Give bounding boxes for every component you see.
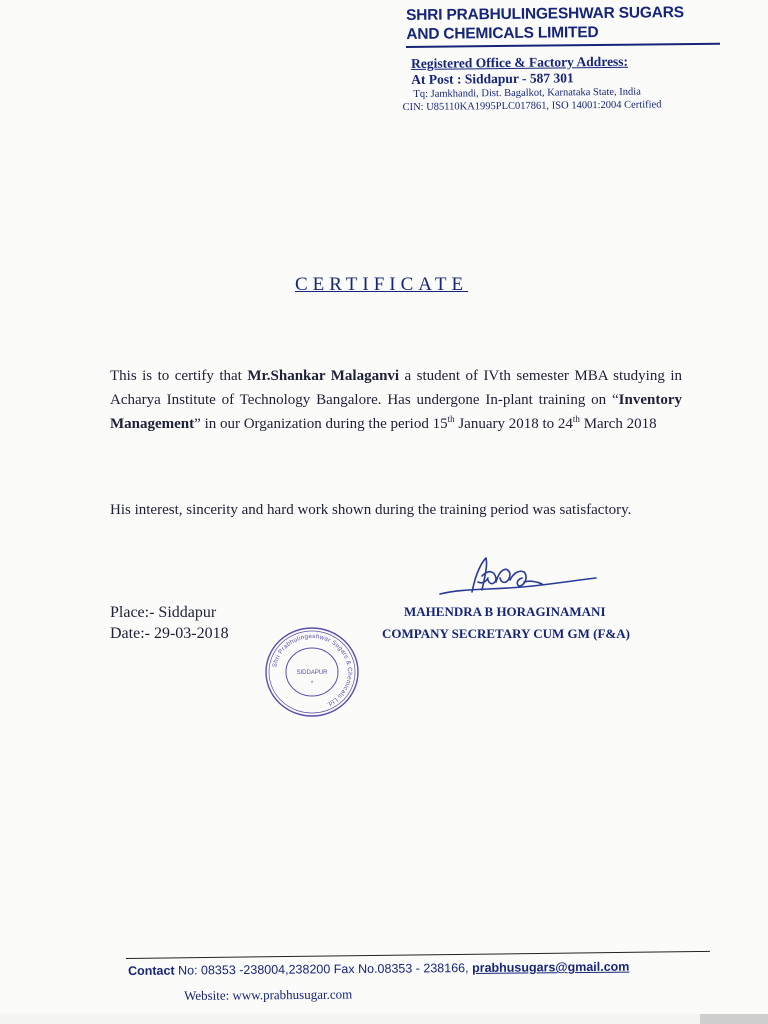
svg-text:Shri Prabhulingeshwar Sugars &: Shri Prabhulingeshwar Sugars & Chemicals Ltd. xyxy=(271,632,354,708)
contact-numbers: No: 08353 -238004,238200 Fax No.08353 - 238166, xyxy=(174,960,473,978)
company-seal-stamp xyxy=(262,625,362,719)
place-line: Place:- Siddapur xyxy=(110,604,217,621)
company-name-line1: SHRI PRABHULINGESHWAR SUGARS xyxy=(406,4,684,24)
company-name xyxy=(406,3,684,44)
footer-divider xyxy=(126,951,710,959)
footer-contact xyxy=(128,960,629,978)
address-cin: CIN: U85110KA1995PLC017861, ISO 14001:2004 Certified xyxy=(402,99,662,114)
body-text: a student of IVth semester MBA studying in Acharya Institute of Technology Bangalore. Has undergone In-plant training on “ xyxy=(110,368,682,408)
signer-designation: COMPANY SECRETARY CUM GM (F&A) xyxy=(382,626,630,641)
training-topic: Inventory Management xyxy=(110,392,682,432)
handwritten-signature xyxy=(438,552,598,602)
body-text: March 2018 xyxy=(579,416,657,432)
date-line: Date:- 29-03-2018 xyxy=(110,625,229,642)
body-text: January 2018 to 24 xyxy=(454,416,573,432)
ordinal-suffix: th xyxy=(447,414,455,424)
company-name-line2: AND CHEMICALS LIMITED xyxy=(406,23,599,43)
certificate-title: CERTIFICATE xyxy=(295,274,469,295)
signer-name: MAHENDRA B HORAGINAMANI xyxy=(404,604,606,619)
page-edge xyxy=(0,1014,768,1024)
body-text: This is to certify that xyxy=(110,368,248,384)
address-heading: Registered Office & Factory Address: xyxy=(411,53,629,71)
certificate-remarks-paragraph: His interest, sincerity and hard work shown during the training period was satisfactory. xyxy=(110,502,632,518)
address-post: At Post : Siddapur - 587 301 xyxy=(411,70,574,87)
footer-website: Website: www.prabhusugar.com xyxy=(184,986,353,1003)
address-district: Tq: Jamkhandi, Dist. Bagalkot, Karnataka State, India xyxy=(413,86,641,100)
contact-label: Contact xyxy=(128,963,175,978)
certificate-body-paragraph xyxy=(110,364,682,436)
svg-text:SIDDAPUR: SIDDAPUR xyxy=(296,670,328,676)
company-address xyxy=(402,53,662,114)
contact-email-link[interactable]: prabhusugars@gmail.com xyxy=(471,959,630,975)
body-text: ” in our Organization during the period 15 xyxy=(194,416,448,432)
ordinal-suffix: th xyxy=(572,414,580,424)
student-name: Mr.Shankar Malaganvi xyxy=(247,368,400,384)
svg-text:*: * xyxy=(310,681,314,687)
